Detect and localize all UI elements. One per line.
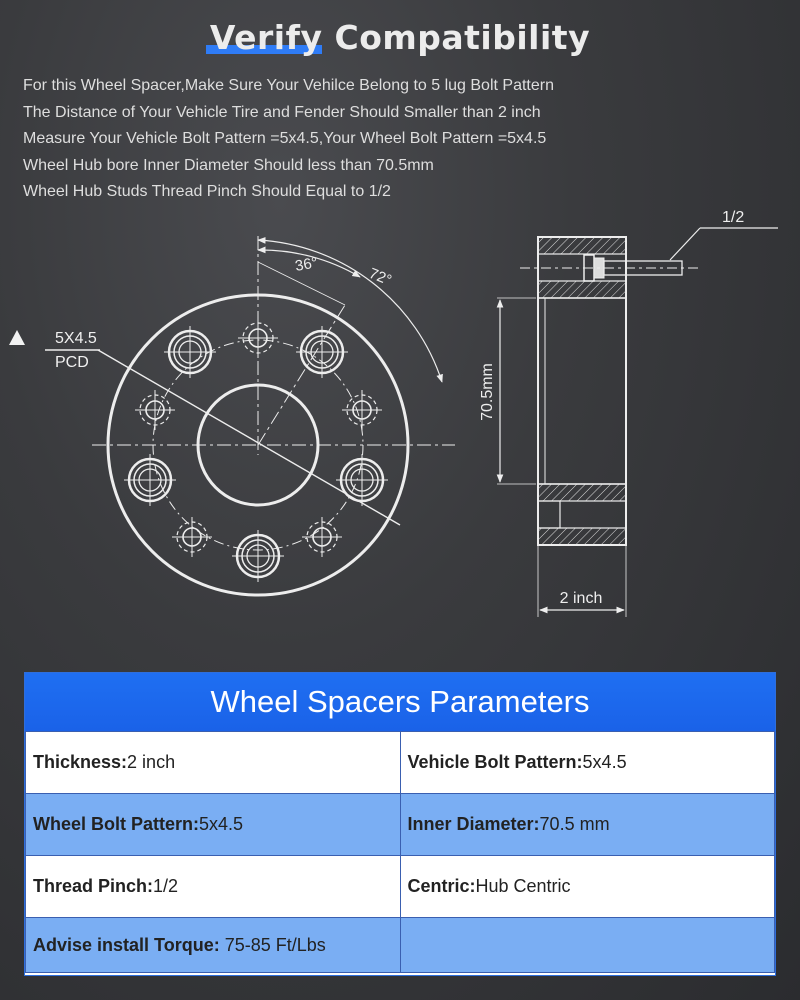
parameters-grid xyxy=(25,731,775,973)
vehicle-bolt-hole xyxy=(302,517,342,557)
table-row xyxy=(26,794,775,856)
stud-hole xyxy=(296,326,348,378)
hatched-bottom-lower xyxy=(538,528,626,545)
requirement-item: For this Wheel Spacer,Make Sure Your Vehilce Belong to 5 lug Bolt Pattern xyxy=(23,77,554,94)
param-value: 70.5 mm xyxy=(539,814,610,834)
vehicle-bolt-hole xyxy=(135,390,175,430)
param-value: 2 inch xyxy=(127,752,176,772)
pcd-label: PCD xyxy=(55,354,89,371)
warning-triangle-icon xyxy=(9,330,25,345)
table-row xyxy=(26,918,775,973)
param-cell xyxy=(400,856,775,918)
title-word-verify: Verify xyxy=(209,18,323,57)
vehicle-bolt-hole xyxy=(238,318,278,358)
param-cell xyxy=(26,732,401,794)
diagonal-center-line xyxy=(258,305,345,445)
param-label: Inner Diameter: xyxy=(407,814,540,834)
param-label: Advise install Torque: xyxy=(33,934,220,955)
param-cell xyxy=(26,856,401,918)
side-view xyxy=(497,228,778,617)
parameters-table xyxy=(24,672,776,976)
front-view xyxy=(92,236,455,595)
param-label: Thickness: xyxy=(33,752,128,772)
thread-leader-line xyxy=(670,228,700,260)
hatched-bottom-upper xyxy=(538,484,626,501)
hatched-top-upper xyxy=(538,237,626,254)
param-value: 1/2 xyxy=(153,876,179,896)
stud-hole xyxy=(124,454,176,506)
requirement-item: Wheel Hub bore Inner Diameter Should less than 70.5mm xyxy=(23,156,434,174)
requirement-item: The Distance of Your Vehicle Tire and Fender Should Smaller than 2 inch xyxy=(23,103,541,121)
param-value: 5x4.5 xyxy=(199,814,244,834)
param-cell xyxy=(400,794,775,856)
pcd-value-label: 5X4.5 xyxy=(55,330,97,347)
param-cell xyxy=(400,918,775,973)
param-cell xyxy=(26,794,401,856)
angle-arc-72 xyxy=(258,240,442,382)
table-row xyxy=(26,732,775,794)
thickness-label: 2 inch xyxy=(559,590,603,607)
param-cell xyxy=(26,918,401,973)
param-label: Wheel Bolt Pattern: xyxy=(33,814,200,834)
parameters-header: Wheel Spacers Parameters xyxy=(25,673,775,731)
diameter-label: 70.5mm xyxy=(479,363,496,421)
stud-hole xyxy=(232,530,284,582)
thread-label: 1/2 xyxy=(722,210,745,226)
param-label: Vehicle Bolt Pattern: xyxy=(407,752,583,772)
stud-hole xyxy=(164,326,216,378)
param-label: Centric: xyxy=(407,876,476,896)
vehicle-bolt-hole xyxy=(342,390,382,430)
table-row xyxy=(26,856,775,918)
hatched-top-lower xyxy=(538,281,626,298)
title-word-compatibility: Compatibility xyxy=(334,18,591,57)
page-title xyxy=(0,18,800,57)
requirement-item: Wheel Hub Studs Thread Pinch Should Equal to 1/2 xyxy=(23,183,391,200)
counterbore xyxy=(538,501,560,528)
param-label: Thread Pinch: xyxy=(33,876,154,896)
angle-label-36: 36° xyxy=(293,254,320,275)
requirements-list xyxy=(23,73,554,206)
param-value: Hub Centric xyxy=(475,876,571,896)
stud-hole xyxy=(336,454,388,506)
param-value: 5x4.5 xyxy=(582,752,627,772)
technical-drawing xyxy=(0,210,800,630)
requirement-item: Measure Your Vehicle Bolt Pattern =5x4.5,Your Wheel Bolt Pattern =5x4.5 xyxy=(23,130,547,147)
vehicle-bolt-hole xyxy=(172,517,212,557)
param-cell xyxy=(400,732,775,794)
angle-label-72: 72° xyxy=(366,264,394,290)
param-value: 75-85 Ft/Lbs xyxy=(219,934,326,955)
